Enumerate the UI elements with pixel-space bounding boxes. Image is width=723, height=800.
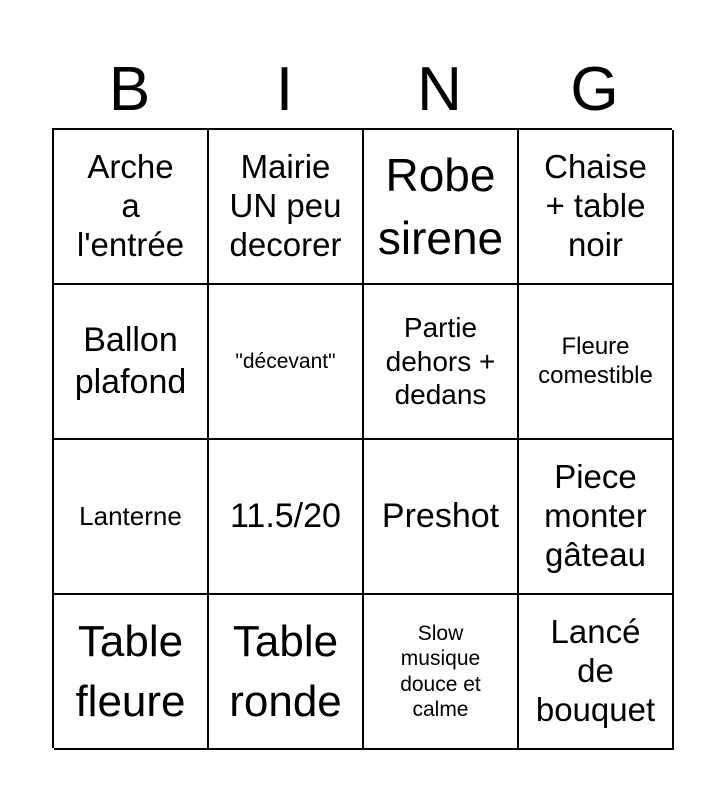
- header-letter-b: B: [108, 55, 151, 124]
- cell-text: Piece monter gâteau: [544, 458, 647, 573]
- header-letter-i: I: [275, 55, 294, 124]
- bingo-cell[interactable]: [54, 130, 209, 285]
- cell-text: Partie dehors + dedans: [385, 312, 496, 411]
- bingo-cell[interactable]: [209, 285, 364, 440]
- bingo-grid: [52, 128, 672, 748]
- cell-text: Arche a l'entrée: [76, 148, 185, 263]
- cell-text: Fleure comestible: [538, 333, 653, 389]
- bingo-cell[interactable]: [364, 130, 519, 285]
- bingo-cell[interactable]: [519, 595, 674, 750]
- bingo-cell[interactable]: [209, 130, 364, 285]
- header-letter-n: N: [417, 55, 462, 124]
- bingo-cell[interactable]: [209, 595, 364, 750]
- cell-text: Preshot: [381, 496, 500, 535]
- bingo-cell[interactable]: [519, 130, 674, 285]
- bingo-cell[interactable]: [54, 285, 209, 440]
- bingo-cell[interactable]: [364, 595, 519, 750]
- bingo-cell[interactable]: [519, 440, 674, 595]
- cell-text: Slow musique douce et calme: [400, 622, 481, 721]
- bingo-cell[interactable]: [209, 440, 364, 595]
- cell-text: Ballon plafond: [74, 321, 187, 401]
- bingo-cell[interactable]: [364, 285, 519, 440]
- bingo-cell[interactable]: [54, 595, 209, 750]
- cell-text: 11.5/20: [230, 496, 341, 535]
- cell-text: Table ronde: [229, 616, 342, 726]
- cell-text: Table fleure: [75, 616, 186, 726]
- bingo-header: [52, 52, 672, 128]
- cell-text: Lanterne: [79, 500, 182, 531]
- cell-text: Mairie UN peu decorer: [229, 148, 342, 263]
- cell-text: Robe sirene: [377, 148, 504, 264]
- bingo-cell[interactable]: [519, 285, 674, 440]
- header-letter-g: G: [570, 55, 619, 124]
- bingo-cell[interactable]: [364, 440, 519, 595]
- bingo-cell[interactable]: [54, 440, 209, 595]
- cell-text: Lancé de bouquet: [535, 613, 656, 728]
- cell-text: "décevant": [235, 349, 336, 373]
- cell-text: Chaise + table noir: [544, 148, 647, 263]
